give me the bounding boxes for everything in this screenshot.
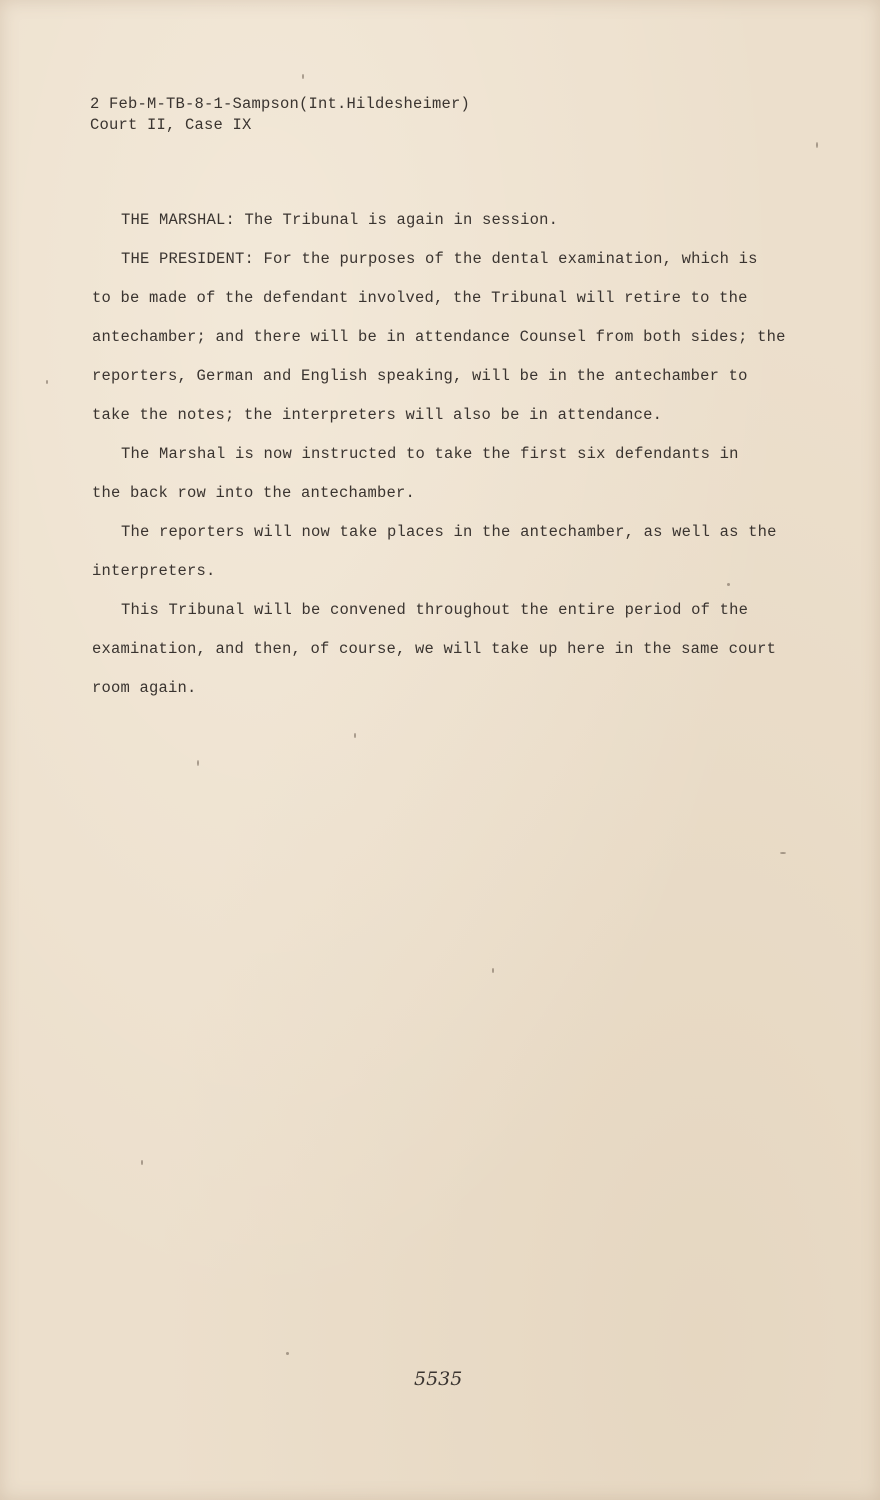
paper-speck <box>286 1352 289 1355</box>
transcript-line: The reporters will now take places in the antechamber, as well as the <box>121 523 777 541</box>
paper-speck <box>492 968 494 973</box>
transcript-line: THE PRESIDENT: For the purposes of the dental examination, which is <box>121 250 758 268</box>
paper-speck <box>46 380 48 384</box>
transcript-line: to be made of the defendant involved, the Tribunal will retire to the <box>92 289 748 307</box>
transcript-line: This Tribunal will be convened throughout the entire period of the <box>121 601 749 619</box>
header-court-case: Court II, Case IX <box>90 116 252 134</box>
header-reference: 2 Feb-M-TB-8-1-Sampson(Int.Hildesheimer) <box>90 95 471 113</box>
transcript-line: the back row into the antechamber. <box>92 484 416 502</box>
transcript-line: reporters, German and English speaking, will be in the antechamber to <box>92 367 748 385</box>
transcript-line: The Marshal is now instructed to take the first six defendants in <box>121 445 739 463</box>
transcript-line: antechamber; and there will be in attendance Counsel from both sides; the <box>92 328 786 346</box>
paper-speck <box>354 733 356 738</box>
document-header <box>90 94 470 136</box>
transcript-line: take the notes; the interpreters will also be in attendance. <box>92 406 663 424</box>
transcript-line: room again. <box>92 679 197 697</box>
paper-speck <box>197 760 199 766</box>
paper-speck <box>727 583 730 586</box>
transcript-line: THE MARSHAL: The Tribunal is again in session. <box>121 211 559 229</box>
paper-speck <box>780 852 786 854</box>
transcript-body <box>92 207 802 714</box>
paper-speck <box>141 1160 143 1165</box>
paper-speck <box>816 142 818 148</box>
transcript-line: examination, and then, of course, we will take up here in the same court <box>92 640 777 658</box>
transcript-line: interpreters. <box>92 562 216 580</box>
paper-speck <box>302 74 304 79</box>
page-number: 5535 <box>414 1368 463 1390</box>
